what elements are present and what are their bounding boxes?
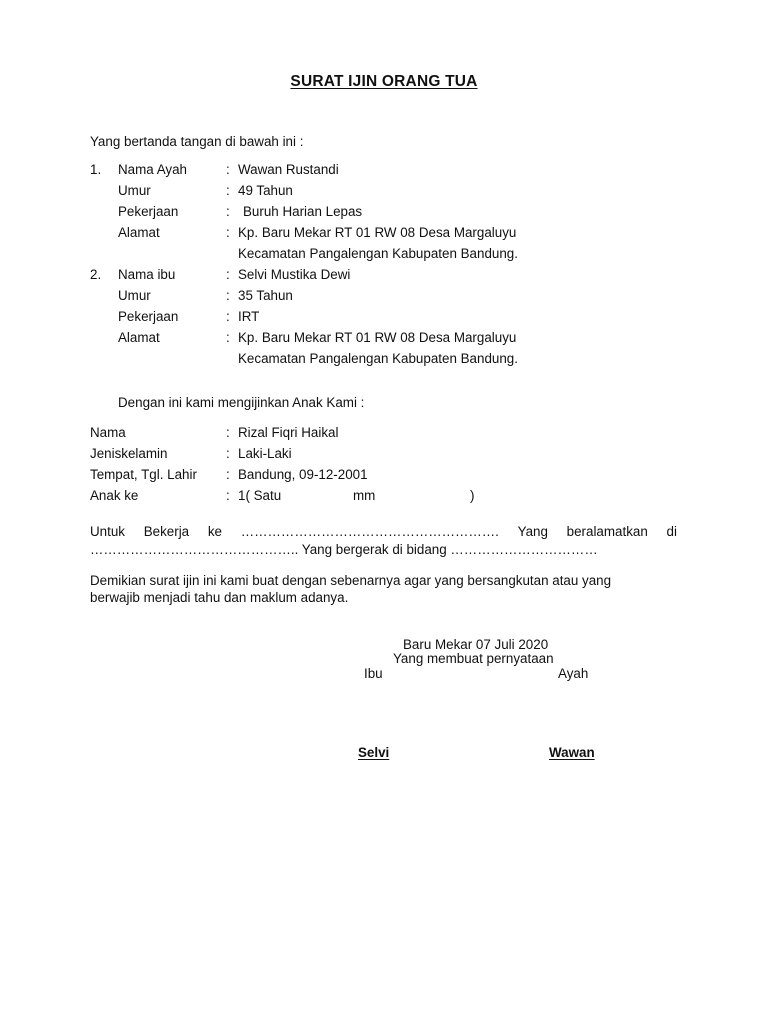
closing-line-1: Demikian surat ijin ini kami buat dengan sebenarnya agar yang bersangkutan atau yang <box>90 573 612 588</box>
work-word: di <box>666 524 677 539</box>
colon: : <box>226 288 230 303</box>
work-line-1 <box>90 524 677 540</box>
work-line-2: ……………………………………….. Yang bergerak di bidang …………………………… <box>90 542 598 557</box>
colon: : <box>226 183 230 198</box>
intro-text: Yang bertanda tangan di bawah ini : <box>90 134 304 149</box>
work-dots: …………………………………………………. <box>240 524 499 539</box>
colon: : <box>226 425 230 440</box>
child-name-value: Rizal Fiqri Haikal <box>238 425 339 440</box>
field-label: Tempat, Tgl. Lahir <box>90 467 197 482</box>
work-word: Bekerja <box>143 524 190 539</box>
colon: : <box>226 330 230 345</box>
colon: : <box>226 488 230 503</box>
field-label: Nama ibu <box>118 267 176 282</box>
colon: : <box>226 467 230 482</box>
closing-line-2: berwajib menjadi tahu dan maklum adanya. <box>90 590 349 605</box>
maker-label: Yang membuat pernyataan <box>393 651 554 666</box>
father-address-line1: Kp. Baru Mekar RT 01 RW 08 Desa Margaluyu <box>238 225 517 240</box>
father-name-value: Wawan Rustandi <box>238 162 339 177</box>
child-gender-value: Laki-Laki <box>238 446 292 461</box>
list-number: 2. <box>90 267 102 282</box>
mother-address-line2: Kecamatan Pangalengan Kabupaten Bandung. <box>238 351 518 366</box>
work-word: beralamatkan <box>566 524 648 539</box>
child-order-part2: mm <box>353 488 376 503</box>
father-job-value: Buruh Harian Lepas <box>243 204 363 219</box>
mother-address-line1: Kp. Baru Mekar RT 01 RW 08 Desa Margaluyu <box>238 330 517 345</box>
father-age-value: 49 Tahun <box>238 183 293 198</box>
field-label: Jeniskelamin <box>90 446 168 461</box>
field-label: Pekerjaan <box>118 309 179 324</box>
father-address-line2: Kecamatan Pangalengan Kabupaten Bandung. <box>238 246 518 261</box>
work-word: ke <box>207 524 223 539</box>
colon: : <box>226 204 230 219</box>
mother-job-value: IRT <box>238 309 260 324</box>
permission-text: Dengan ini kami mengijinkan Anak Kami : <box>118 395 365 410</box>
mother-signature-name: Selvi <box>358 745 390 760</box>
work-word: Yang <box>517 524 548 539</box>
field-label: Anak ke <box>90 488 139 503</box>
field-label: Umur <box>118 288 151 303</box>
letter-title: SURAT IJIN ORANG TUA <box>290 73 478 90</box>
father-signature-name: Wawan <box>549 745 595 760</box>
colon: : <box>226 309 230 324</box>
colon: : <box>226 225 230 240</box>
field-label: Nama Ayah <box>118 162 187 177</box>
colon: : <box>226 162 230 177</box>
child-birth-value: Bandung, 09-12-2001 <box>238 467 368 482</box>
work-word: Untuk <box>90 524 125 539</box>
child-order-part3: ) <box>470 488 475 503</box>
child-order-part1: 1( Satu <box>238 488 282 503</box>
field-label: Pekerjaan <box>118 204 179 219</box>
colon: : <box>226 446 230 461</box>
field-label: Umur <box>118 183 151 198</box>
field-label: Alamat <box>118 225 160 240</box>
mother-age-value: 35 Tahun <box>238 288 293 303</box>
field-label: Alamat <box>118 330 160 345</box>
father-role: Ayah <box>558 666 589 681</box>
field-label: Nama <box>90 425 126 440</box>
place-date: Baru Mekar 07 Juli 2020 <box>403 637 549 652</box>
colon: : <box>226 267 230 282</box>
list-number: 1. <box>90 162 102 177</box>
mother-name-value: Selvi Mustika Dewi <box>238 267 351 282</box>
mother-role: Ibu <box>364 666 383 681</box>
